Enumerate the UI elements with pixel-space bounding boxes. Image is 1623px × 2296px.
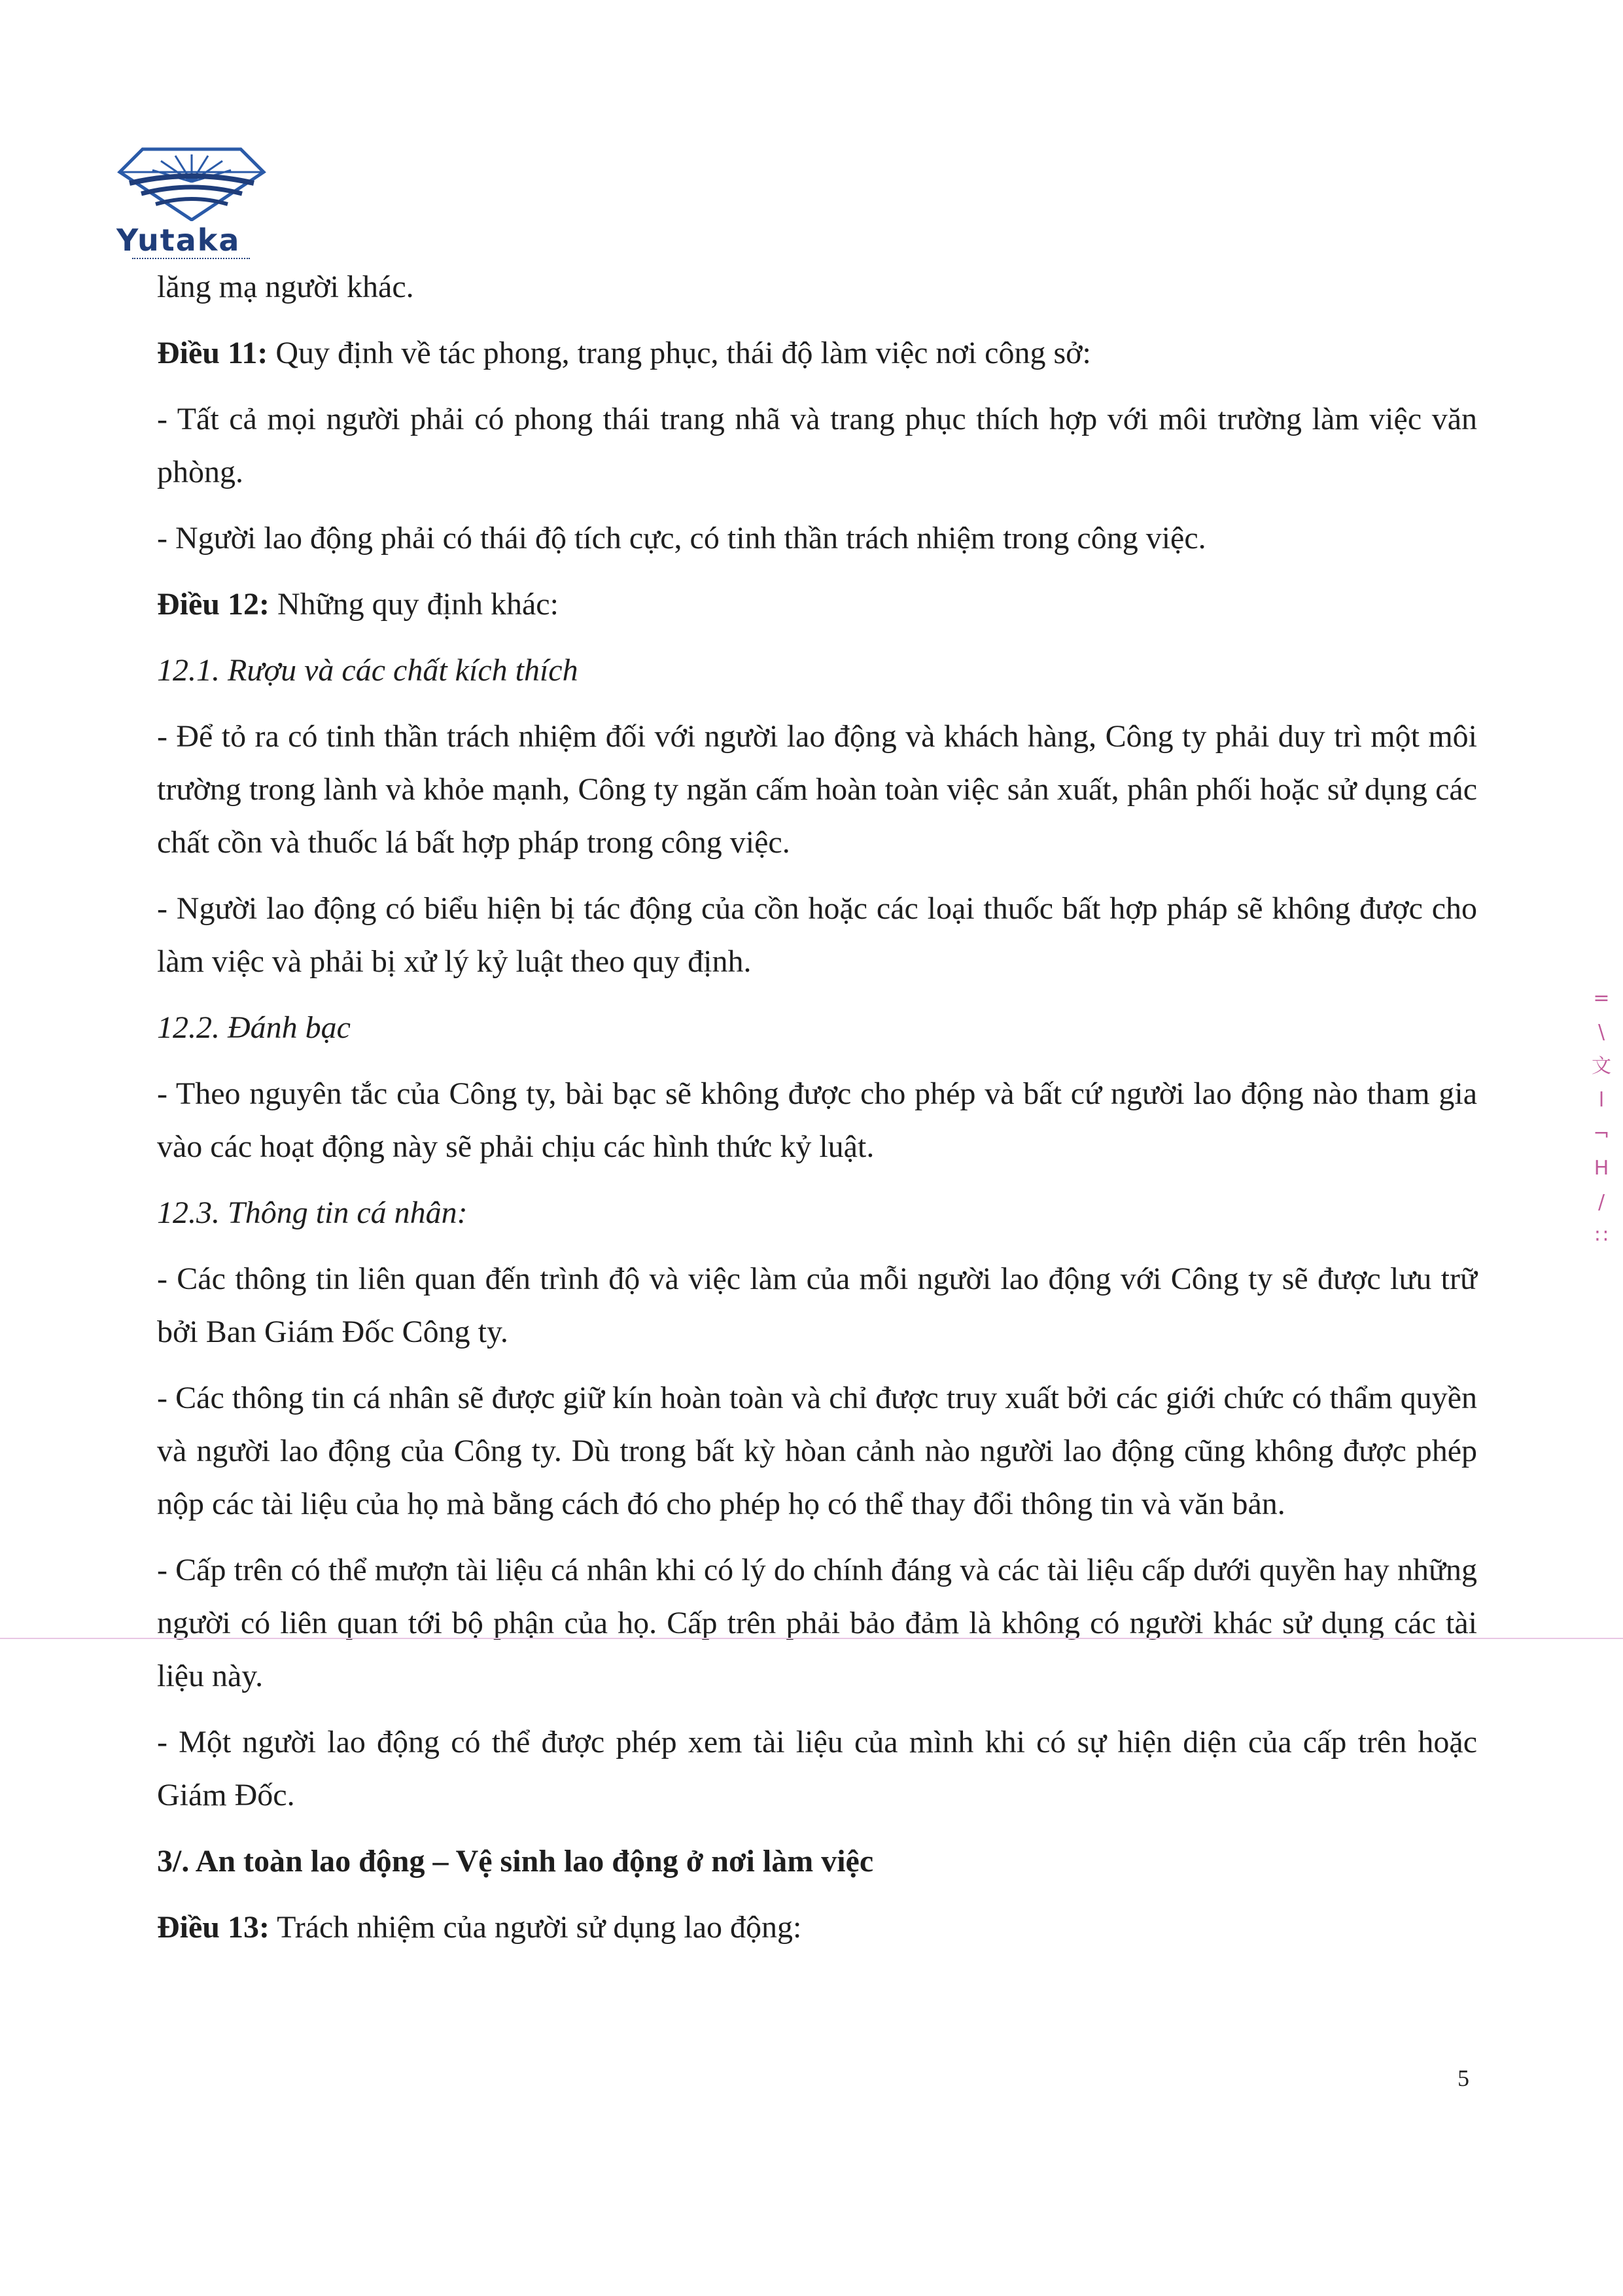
paragraph-text: - Tất cả mọi người phải có phong thái trang nhã và trang phục thích hợp với môi trường làm việc văn phòng.: [157, 402, 1477, 489]
paragraph-text: Những quy định khác:: [269, 587, 559, 622]
company-logo: [113, 136, 263, 260]
paragraph-text: - Các thông tin liên quan đến trình độ và việc làm của mỗi người lao động với Công ty sẽ được lưu trữ bởi Ban Giám Đốc Công ty.: [157, 1262, 1477, 1349]
article-paragraph: [157, 578, 1477, 631]
paragraph-text: - Theo nguyên tắc của Công ty, bài bạc sẽ không được cho phép và bất cứ người lao động nào tham gia vào các hoạt động này sẽ phải chịu các hình thức kỷ luật.: [157, 1076, 1477, 1164]
scan-fold-line: [0, 1638, 1623, 1639]
paragraph: [157, 710, 1477, 869]
subheading: 12.3. Thông tin cá nhân:: [157, 1195, 468, 1230]
paragraph: [157, 393, 1477, 499]
article-label: Điều 13:: [157, 1910, 270, 1945]
section-heading: 3/. An toàn lao động – Vệ sinh lao động ở nơi làm việc: [157, 1844, 874, 1879]
article-label: Điều 12:: [157, 587, 270, 622]
document-body: [157, 260, 1477, 1967]
subheading: 12.2. Đánh bạc: [157, 1010, 351, 1045]
paragraph: [157, 1252, 1477, 1358]
paragraph-text: - Các thông tin cá nhân sẽ được giữ kín hoàn toàn và chỉ được truy xuất bởi các giới chức có thẩm quyền và người lao động của Công ty. Dù trong bất kỳ hòan cảnh nào người lao động cũng không được phép nộp các tài liệu của họ mà bằng cách đó cho phép họ có thể thay đổi thông tin và văn bản.: [157, 1381, 1477, 1521]
article-paragraph: [157, 327, 1477, 380]
subheading: 12.1. Rượu và các chất kích thích: [157, 653, 578, 688]
paragraph-text: - Để tỏ ra có tinh thần trách nhiệm đối với người lao động và khách hàng, Công ty phải duy trì một môi trường trong lành và khỏe mạnh, Công ty ngăn cấm hoàn toàn việc sản xuất, phân phối hoặc sử dụng các chất cồn và thuốc lá bất hợp pháp trong công việc.: [157, 719, 1477, 860]
stamp-bleed-marks: = \ 文 l ¬ H / ∷: [1592, 987, 1611, 1248]
paragraph-text: - Người lao động phải có thái độ tích cực, có tinh thần trách nhiệm trong công việc.: [157, 521, 1206, 556]
paragraph: [157, 1716, 1477, 1822]
paragraph-text: lăng mạ người khác.: [157, 270, 414, 304]
article-paragraph: [157, 1901, 1477, 1954]
paragraph: [157, 1067, 1477, 1173]
paragraph-text: - Người lao động có biểu hiện bị tác động của cồn hoặc các loại thuốc bất hợp pháp sẽ không được cho làm việc và phải bị xử lý kỷ luật theo quy định.: [157, 891, 1477, 979]
paragraph: [157, 882, 1477, 988]
article-label: Điều 11:: [157, 336, 268, 370]
page-number: 5: [1457, 2065, 1469, 2091]
paragraph: [157, 1371, 1477, 1530]
paragraph: [157, 1544, 1477, 1703]
paragraph-text: - Một người lao động có thể được phép xem tài liệu của mình khi có sự hiện diện của cấp trên hoặc Giám Đốc.: [157, 1725, 1477, 1812]
paragraph-text: Trách nhiệm của người sử dụng lao động:: [269, 1910, 802, 1945]
paragraph: [157, 512, 1477, 565]
paragraph-text: - Cấp trên có thể mượn tài liệu cá nhân khi có lý do chính đáng và các tài liệu cấp dưới quyền hay những người có liên quan tới bộ phận của họ. Cấp trên phải bảo đảm là không có người khác sử dụng các tài liệu này.: [157, 1553, 1477, 1693]
diamond-sunrise-icon: [116, 136, 267, 221]
paragraph-text: Quy định về tác phong, trang phục, thái độ làm việc nơi công sở:: [268, 336, 1091, 370]
logo-wordmark: Yutaka: [116, 222, 241, 258]
paragraph: [157, 260, 1477, 313]
